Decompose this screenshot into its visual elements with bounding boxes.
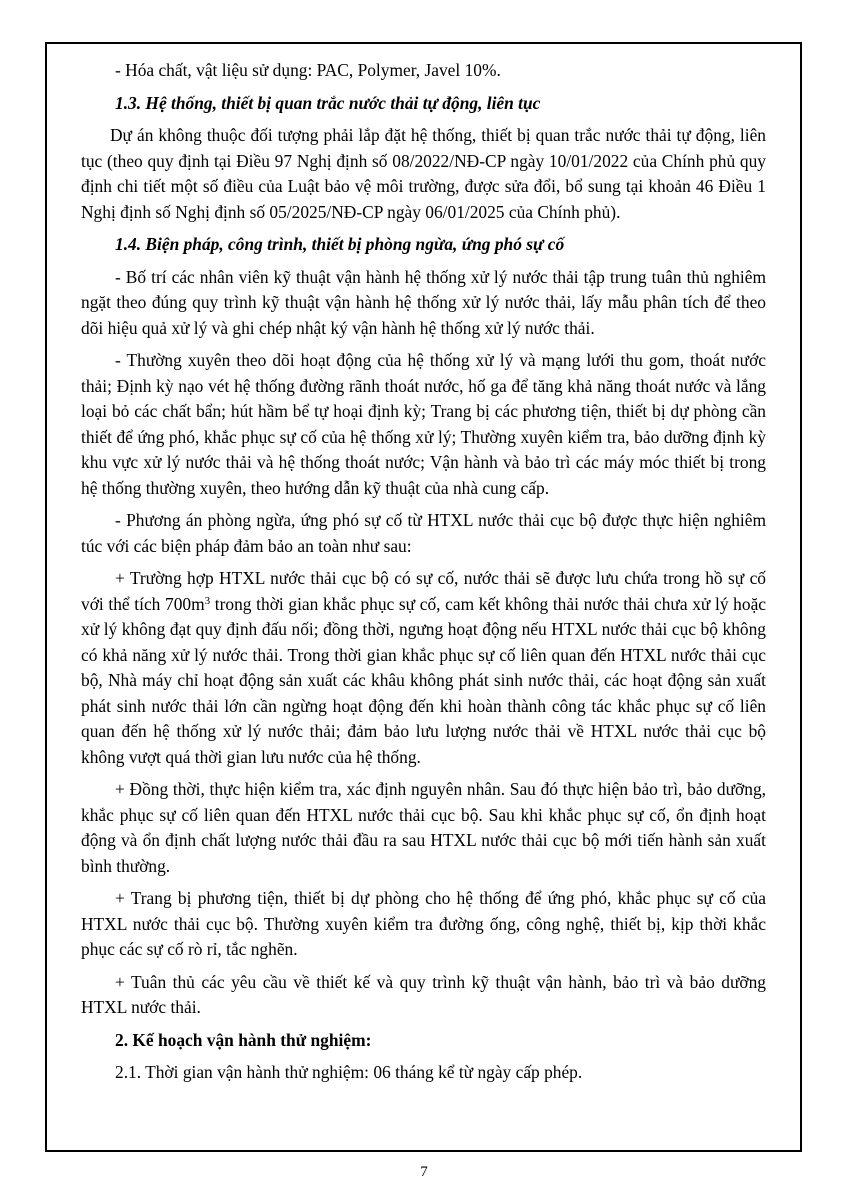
section-1-4-paragraph-e: + Đồng thời, thực hiện kiểm tra, xác định nguyên nhân. Sau đó thực hiện bảo trì, bảo dưỡng, khắc phục sự cố liên quan đến HTXL nước thải cục bộ. Sau khi khắc phục sự cố, ổn định hoạt động và ổn định chất lượng nước thải đầu ra sau HTXL nước thải cục bộ mới tiến hành sản xuất bình thường.: [81, 779, 766, 876]
section-heading-2: 2. Kế hoạch vận hành thử nghiệm:: [115, 1029, 372, 1050]
cubic-superscript: 3: [204, 594, 211, 607]
section-heading-1-4: 1.4. Biện pháp, công trình, thiết bị phòng ngừa, ứng phó sự cố: [115, 234, 565, 254]
document-body: [81, 58, 766, 1093]
paragraph-d-text-start: + Trường hợp HTXL nước thải cục bộ có sự cố, nước thải sẽ được lưu chứa trong hồ sự cố với thể tích 700m: [81, 568, 766, 614]
section-1-4-paragraph-c: - Phương án phòng ngừa, ứng phó sự cố từ HTXL nước thải cục bộ được thực hiện nghiêm túc với các biện pháp đảm bảo an toàn như sau:: [81, 510, 766, 556]
section-heading-1-3: 1.3. Hệ thống, thiết bị quan trắc nước thải tự động, liên tục: [115, 92, 541, 113]
section-1-3-paragraph: Dự án không thuộc đối tượng phải lắp đặt hệ thống, thiết bị quan trắc nước thải tự động, liên tục (theo quy định tại Điều 97 Nghị định số 08/2022/NĐ-CP ngày 10/01/2022 của Chính phủ quy định chi tiết một số điều của Luật bảo vệ môi trường, được sửa đổi, bổ sung tại khoản 46 Điều 1 Nghị định số Nghị định số 05/2025/NĐ-CP ngày 06/01/2025 của Chính phủ).: [81, 125, 766, 222]
section-1-4-paragraph-f: + Trang bị phương tiện, thiết bị dự phòng cho hệ thống để ứng phó, khắc phục sự cố của HTXL nước thải cục bộ. Thường xuyên kiểm tra đường ống, công nghệ, thiết bị, kịp thời khắc phục các sự cố rò rỉ, tắc nghẽn.: [81, 888, 766, 959]
chemicals-line: - Hóa chất, vật liệu sử dụng: PAC, Polymer, Javel 10%.: [115, 60, 501, 80]
section-1-4-paragraph-b: - Thường xuyên theo dõi hoạt động của hệ thống xử lý và mạng lưới thu gom, thoát nước thải; Định kỳ nạo vét hệ thống đường rãnh thoát nước, hố ga để tăng khả năng thoát nước và lắng loại bỏ các chất bẩn; hút hầm bể tự hoại định kỳ; Trang bị các phương tiện, thiết bị dự phòng cần thiết để ứng phó, khắc phục sự cố của hệ thống xử lý; Thường xuyên kiểm tra, bảo dưỡng định kỳ khu vực xử lý nước thải và hệ thống thoát nước; Vận hành và bảo trì các máy móc thiết bị trong hệ thống thường xuyên, theo hướng dẫn kỹ thuật của nhà cung cấp.: [81, 350, 766, 498]
section-2-1-paragraph: 2.1. Thời gian vận hành thử nghiệm: 06 tháng kể từ ngày cấp phép.: [115, 1062, 583, 1082]
paragraph-d-text-end: trong thời gian khắc phục sự cố, cam kết không thải nước thải chưa xử lý hoặc xử lý không đạt quy định đấu nối; đồng thời, ngưng hoạt động nếu HTXL nước thải cục bộ không có khả năng xử lý nước thải. Trong thời gian khắc phục sự cố liên quan đến HTXL nước thải cục bộ, Nhà máy chỉ hoạt động sản xuất các khâu không phát sinh nước thải, các hoạt động sản xuất phát sinh nước thải lớn cần ngừng hoạt động đến khi hoàn thành công tác khắc phục sự cố liên quan đến hệ thống xử lý nước thải; đảm bảo lưu lượng nước thải về HTXL nước thải cục bộ không vượt quá thời gian lưu nước của hệ thống.: [81, 593, 767, 767]
section-1-4-paragraph-g: + Tuân thủ các yêu cầu về thiết kế và quy trình kỹ thuật vận hành, bảo trì và bảo dưỡng HTXL nước thải.: [81, 971, 766, 1017]
section-1-4-paragraph-d: [81, 566, 766, 770]
section-1-4-paragraph-a: - Bố trí các nhân viên kỹ thuật vận hành hệ thống xử lý nước thải tập trung tuân thủ nghiêm ngặt theo đúng quy trình kỹ thuật vận hành hệ thống xử lý nước thải, lấy mẫu phân tích để theo dõi hiệu quả xử lý và ghi chép nhật ký vận hành hệ thống xử lý nước thải.: [81, 266, 766, 338]
page-number: 7: [420, 1164, 428, 1180]
